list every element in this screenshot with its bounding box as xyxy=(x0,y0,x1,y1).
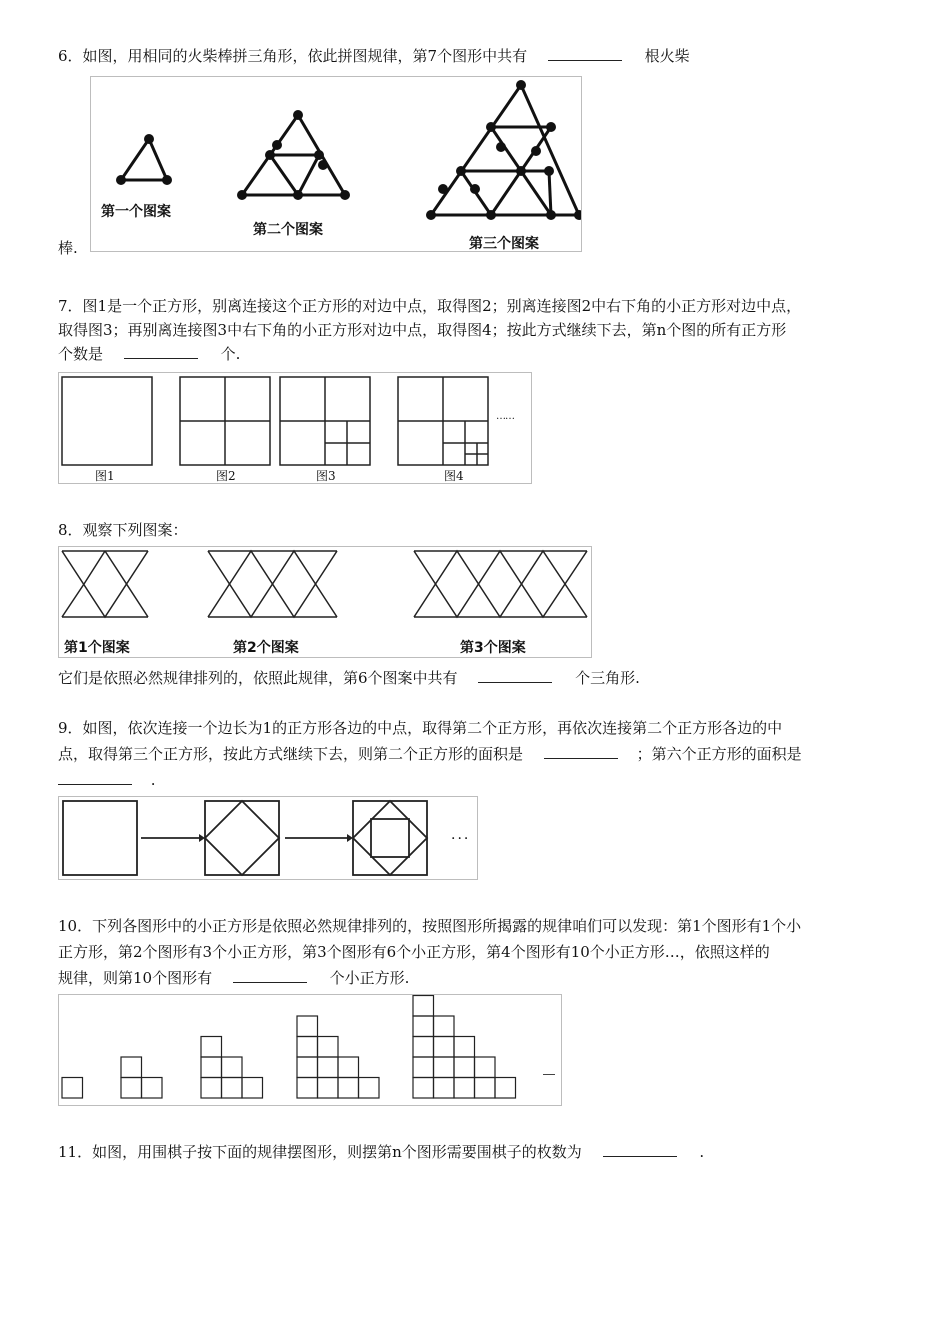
q8-answer-blank[interactable] xyxy=(478,668,552,683)
small-square xyxy=(201,1057,222,1078)
small-square xyxy=(297,1078,318,1099)
q8-label-2: 第2个图案 xyxy=(233,640,299,656)
matchstick-triangles-diagram xyxy=(91,77,581,251)
q7-label-2: 图2 xyxy=(216,469,236,483)
small-square xyxy=(454,1078,475,1099)
small-square xyxy=(242,1078,263,1099)
q7-ellipsis: …… xyxy=(496,411,514,422)
q10-line2: 正方形，第2个图形有3个小正方形，第3个图形有6个小正方形，第4个图形有10个小正方形…，依照这样的 xyxy=(58,943,770,961)
q9-line2-before: 点，取得第三个正方形，按此方式继续下去，则第二个正方形的面积是 xyxy=(58,745,524,763)
q8-label-1: 第1个图案 xyxy=(64,640,130,656)
small-square xyxy=(413,1016,434,1037)
small-square xyxy=(222,1078,243,1099)
small-square xyxy=(413,996,434,1017)
small-square xyxy=(359,1078,380,1099)
q10-answer-blank[interactable] xyxy=(233,968,307,983)
q6-text-wrap: 棒. xyxy=(58,239,78,257)
small-square xyxy=(413,1057,434,1078)
q8-line1: 8．观察下列图案： xyxy=(58,521,188,539)
q7-line1: 7．图1是一个正方形，别离连接这个正方形的对边中点，取得图2；别离连接图2中右下角的小正方形对边中点， xyxy=(58,297,802,315)
midpoint-squares-diagram xyxy=(59,797,477,879)
small-square xyxy=(297,1057,318,1078)
small-square xyxy=(454,1037,475,1058)
q9-line2-after: ；第六个正方形的面积是 xyxy=(636,745,802,763)
small-square xyxy=(62,1078,83,1099)
q9-figure xyxy=(58,796,478,880)
q10-line1: 10．下列各图形中的小正方形是依照必然规律排列的，按照图形所揭露的规律咱们可以发现：第1个图形有1个小 xyxy=(58,917,802,935)
q11-line1-after: . xyxy=(699,1143,705,1161)
small-square xyxy=(434,1057,455,1078)
q6-label-1: 第一个图案 xyxy=(101,204,171,220)
small-square xyxy=(318,1037,339,1058)
small-square xyxy=(297,1016,318,1037)
q7-line3 xyxy=(58,344,240,364)
q6-text-after: 根火柴 xyxy=(644,47,690,65)
small-square xyxy=(318,1057,339,1078)
q7-line2: 取得图3；再别离连接图3中右下角的小正方形对边中点，取得图4；按此方式继续下去，第n个图的所有正方形 xyxy=(58,321,787,339)
small-square xyxy=(413,1037,434,1058)
q9-answer-blank-2[interactable] xyxy=(58,770,132,785)
q6-figure xyxy=(90,76,582,252)
small-square xyxy=(201,1078,222,1099)
q7-label-4: 图4 xyxy=(444,469,464,483)
small-square xyxy=(434,1037,455,1058)
small-square xyxy=(121,1078,142,1099)
q6-text-before: 6．如图，用相同的火柴棒拼三角形，依此拼图规律，第7个图形中共有 xyxy=(58,47,528,65)
q9-line1: 9．如图，依次连接一个边长为1的正方形各边的中点，取得第二个正方形，再依次连接第二个正方形各边的中 xyxy=(58,719,783,737)
q6-label-2: 第二个图案 xyxy=(253,222,323,238)
q11-line1-before: 11．如图，用围棋子按下面的规律摆图形，则摆第n个图形需要围棋子的枚数为 xyxy=(58,1143,582,1161)
q6-line1 xyxy=(58,46,690,66)
q9-line3 xyxy=(58,770,156,790)
small-square xyxy=(413,1078,434,1099)
small-square xyxy=(434,1078,455,1099)
q6-label-3: 第三个图案 xyxy=(469,236,539,252)
q9-line2 xyxy=(58,744,802,764)
small-square xyxy=(338,1057,359,1078)
q10-line3-before: 规律，则第10个图形有 xyxy=(58,969,213,987)
q8-line2 xyxy=(58,668,640,688)
q7-label-3: 图3 xyxy=(316,469,336,483)
q11-answer-blank[interactable] xyxy=(603,1142,677,1157)
q7-figure xyxy=(58,372,532,484)
small-square xyxy=(454,1057,475,1078)
small-square xyxy=(434,1016,455,1037)
q7-line3-after: 个. xyxy=(220,345,241,363)
small-square xyxy=(297,1037,318,1058)
small-square xyxy=(142,1078,163,1099)
small-square xyxy=(495,1078,516,1099)
small-square xyxy=(338,1078,359,1099)
small-square xyxy=(475,1078,496,1099)
q7-line3-before: 个数是 xyxy=(58,345,104,363)
q10-line3 xyxy=(58,968,409,988)
q11-line1 xyxy=(58,1142,704,1162)
q9-answer-blank-1[interactable] xyxy=(544,744,618,759)
q7-label-1: 图1 xyxy=(95,469,115,483)
small-square xyxy=(222,1057,243,1078)
q9-ellipsis: ··· xyxy=(451,831,471,847)
q10-figure xyxy=(58,994,562,1106)
q8-line2-before: 它们是依照必然规律排列的，依照此规律，第6个图案中共有 xyxy=(58,669,458,687)
q6-answer-blank[interactable] xyxy=(548,46,622,61)
small-square xyxy=(201,1037,222,1058)
small-square xyxy=(318,1078,339,1099)
q7-answer-blank[interactable] xyxy=(124,344,198,359)
q8-label-3: 第3个图案 xyxy=(460,640,526,656)
q8-figure xyxy=(58,546,592,658)
staircase-squares-diagram xyxy=(59,995,561,1105)
q9-line3-after: . xyxy=(150,771,156,789)
small-square xyxy=(475,1057,496,1078)
q10-line3-after: 个小正方形. xyxy=(329,969,410,987)
q8-line2-after: 个三角形. xyxy=(575,669,640,687)
small-square xyxy=(121,1057,142,1078)
